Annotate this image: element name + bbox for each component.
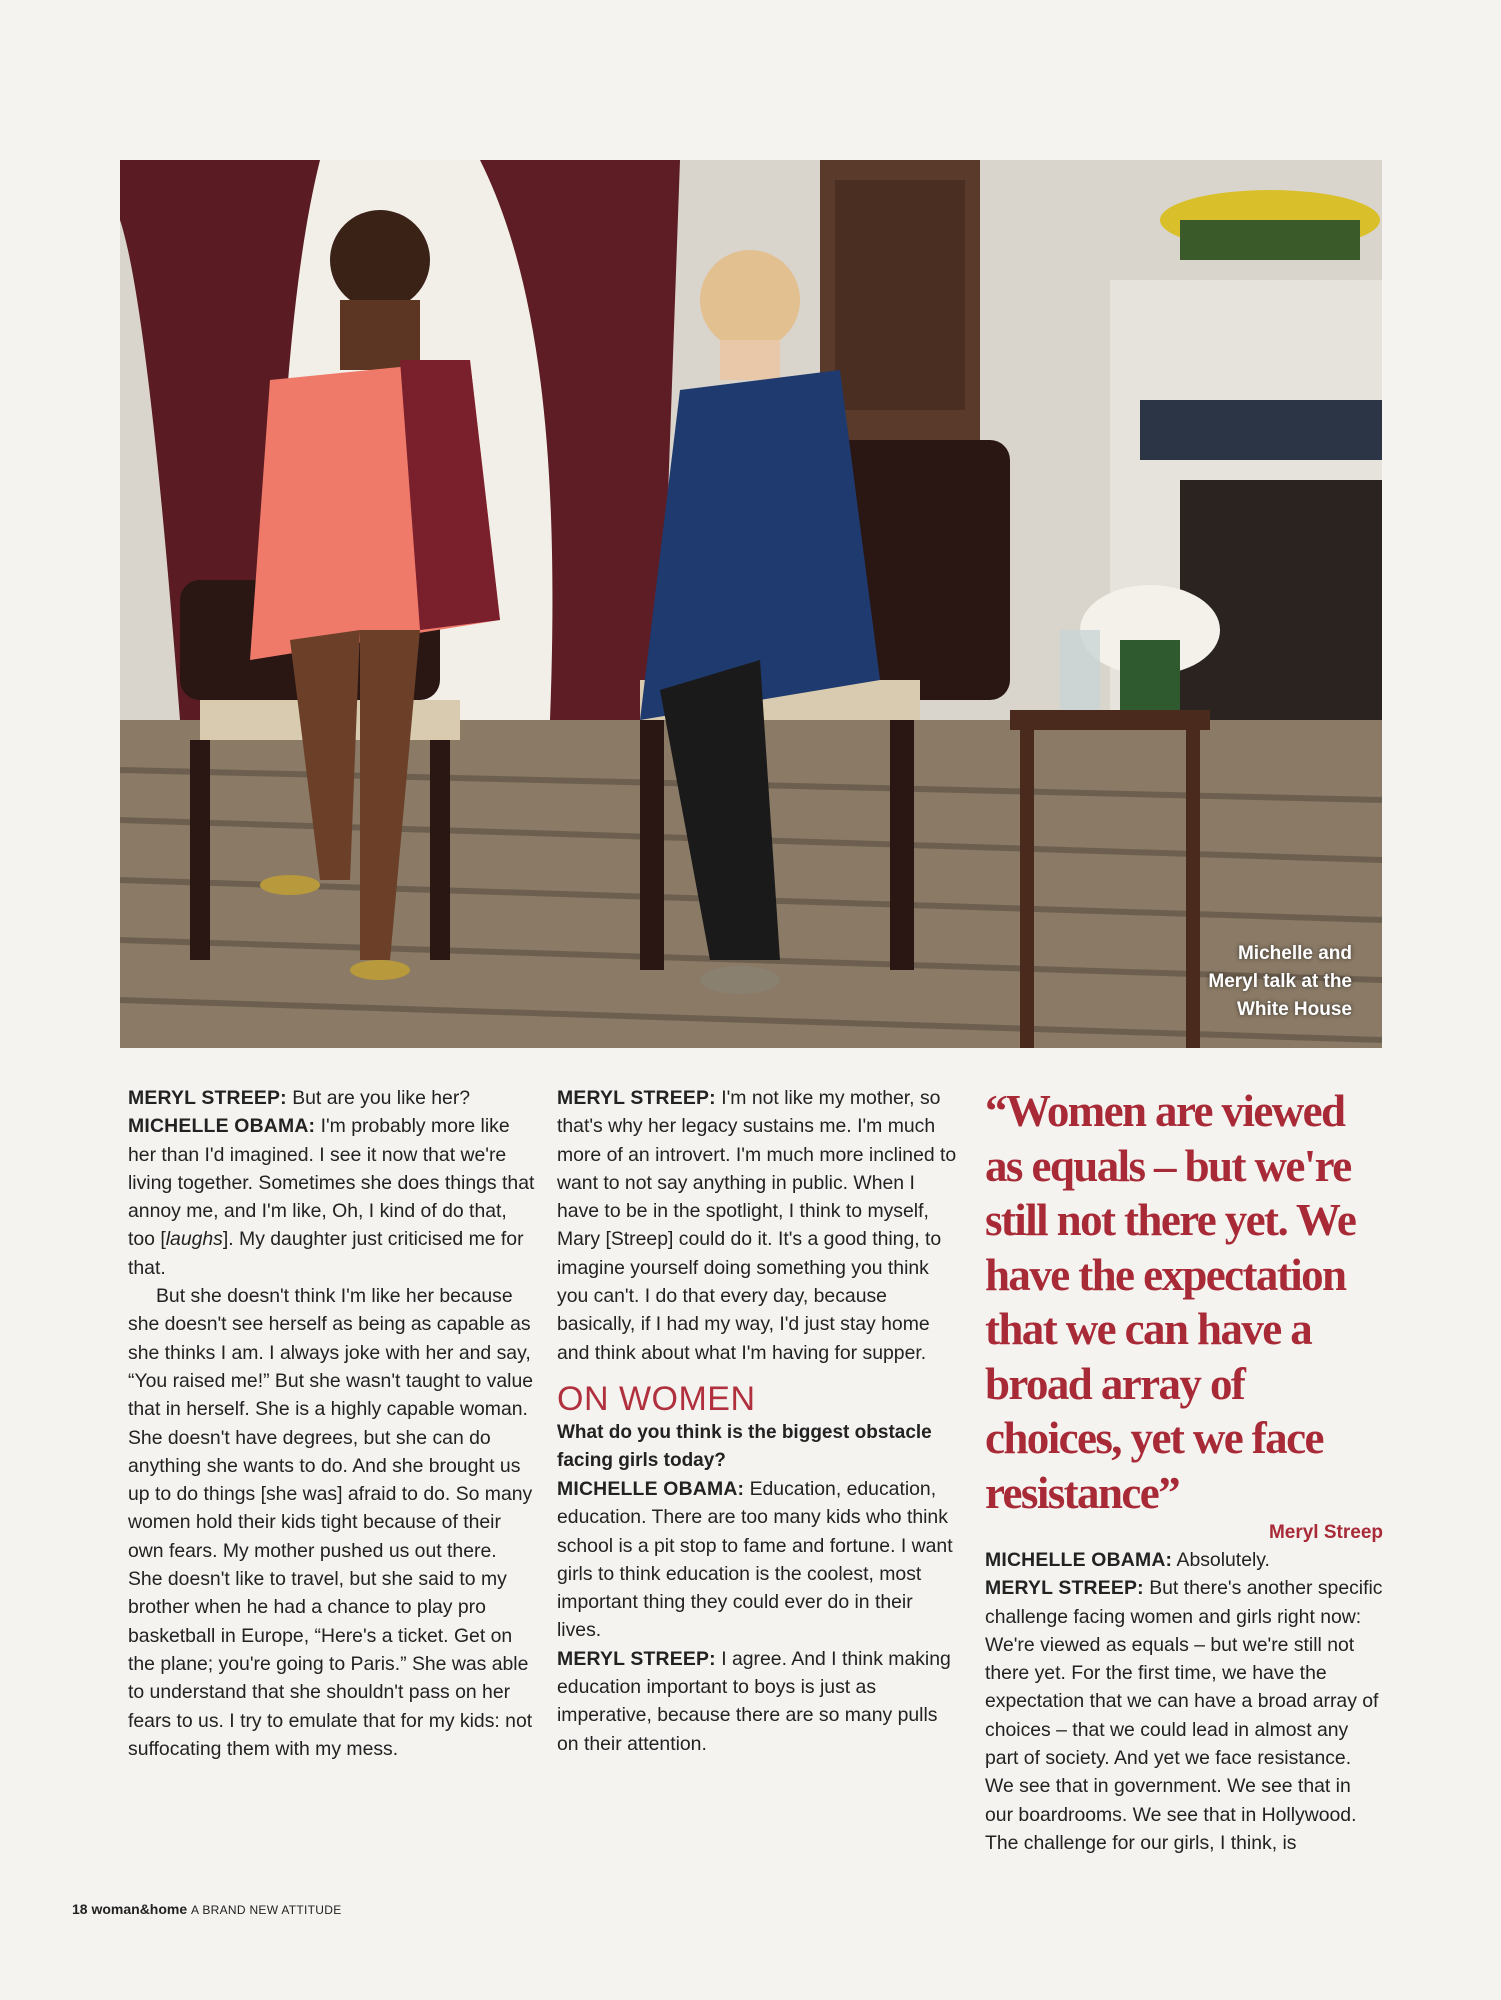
article-column-3: [985, 1084, 1383, 1857]
paragraph-text: I'm probably more like her than I'd imagined. I see it now that we're living together. Sometimes she does things that annoy me, and I'm like, Oh, I kind of do that, too [: [128, 1115, 535, 1251]
paragraph: [985, 1574, 1383, 1857]
paragraph-text: ]. My daughter just criticised me for that.: [128, 1228, 524, 1279]
pull-quote-attribution: Meryl Streep: [1268, 1522, 1383, 1543]
speaker-label: MERYL STREEP:: [128, 1087, 287, 1109]
paragraph-text: I agree. And I think making education important to boys is just as imperative, because there are so many pulls on their attention.: [557, 1647, 951, 1755]
section-heading: ON WOMEN: [557, 1379, 756, 1418]
speaker-label: MICHELLE OBAMA:: [128, 1115, 316, 1138]
speaker-label: MICHELLE OBAMA:: [985, 1549, 1173, 1571]
interview-question: What do you think is the biggest obstacle facing girls today?: [557, 1421, 932, 1471]
paragraph-text: But there's another specific challenge facing women and girls right now: We're viewed as equals – but we're still not there yet. For the first time, we have the expectation that we can have a broad array of choices – that we could lead in almost any part of society. And yet we face resistance. We see that in government. We see that in our boardrooms. We see that in Hollywood. The challenge for our girls, I think, is: [985, 1577, 1383, 1854]
paragraph-text: But are you like her?: [286, 1087, 471, 1109]
pull-quote: “Women are viewed as equals – but we're still not there yet. We have the expectation that we can have a broad array of choices, yet we face resistance”: [985, 1086, 1356, 1518]
paragraph: [557, 1475, 957, 1645]
page-number: 18: [72, 1901, 88, 1917]
paragraph: But she doesn't think I'm like her because she doesn't see herself as being as capable as she thinks I am. I always joke with her and say, “You raised me!” But she wasn't taught to value that in herself. She is a highly capable woman. She doesn't have degrees, but she can do anything she wants to do. And she brought us up to do things [she was] afraid to do. So many women hold their kids tight because of their own fears. My mother pushed us out there. She doesn't like to travel, but she said to my brother when he had a chance to play pro basketball in Europe, “Here's a ticket. Get on the plane; you're going to Paris.” She was able to understand that she shouldn't pass on her fears to us. I try to emulate that for my kids: not suffocating them with my mess.: [128, 1285, 534, 1760]
paragraph-text: Education, education, education. There are too many kids who think school is a pit stop to fame and fortune. I want girls to think education is the coolest, most important thing they could ever do in their lives.: [557, 1477, 953, 1642]
paragraph-text: Absolutely.: [1172, 1549, 1270, 1571]
photo-caption: Michelle and Meryl talk at the White House: [1208, 943, 1352, 1020]
speaker-label: MICHELLE OBAMA:: [557, 1477, 745, 1500]
paragraph-text: I'm not like my mother, so that's why her legacy sustains me. I'm much more of an introvert. I'm much more inclined to want to not say anything in public. When I have to be in the spotlight, I think to myself, Mary [Streep] could do it. It's a good thing, to imagine yourself doing something you think you can't. I do that every day, because basically, if I had my way, I'd just stay home and think about what I'm having for supper.: [557, 1087, 957, 1364]
paragraph: [557, 1645, 957, 1758]
speaker-label: MERYL STREEP:: [557, 1647, 716, 1670]
page-footer: [72, 1901, 342, 1917]
feature-photo: [120, 160, 1382, 1048]
italic-text: laughs: [165, 1228, 223, 1251]
article-column-2: [557, 1084, 957, 1758]
magazine-tagline: A BRAND NEW ATTITUDE: [191, 1903, 342, 1917]
article-column-1: [128, 1084, 536, 1763]
speaker-label: MERYL STREEP:: [557, 1087, 716, 1109]
magazine-name: woman&home: [91, 1901, 188, 1917]
speaker-label: MERYL STREEP:: [985, 1577, 1144, 1600]
paragraph: [557, 1084, 957, 1367]
photo-illustration: [120, 160, 1382, 1048]
paragraph: [985, 1546, 1383, 1574]
paragraph: [128, 1112, 536, 1282]
paragraph: [128, 1084, 536, 1112]
